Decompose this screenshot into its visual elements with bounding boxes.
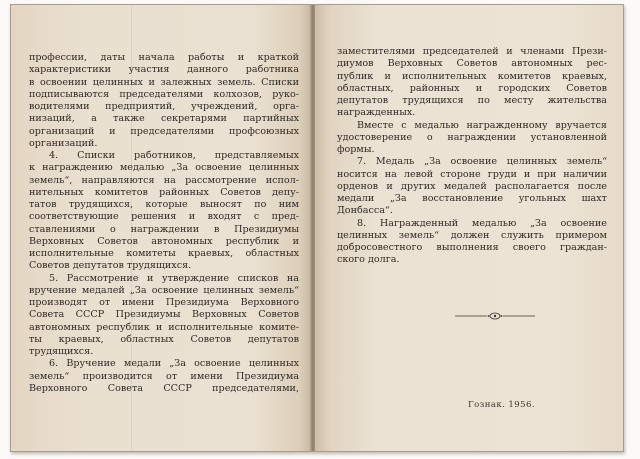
text-line: профессии, даты начала работы и краткой (29, 52, 299, 63)
text-line: ставлениями о награждении в Президиумы (29, 223, 299, 235)
text-line: формы. (337, 144, 375, 155)
text-line: к награждению медалью „За освоение целинных (29, 162, 299, 174)
text-line: заместителями председателей и членами Прези- (337, 46, 607, 57)
paragraph-8-start: 8. Награжденный медалью „За освоение (357, 217, 607, 229)
text-line: Донбасса“. (337, 205, 393, 217)
text-line: диумов Верховных Советов автономных рес- (337, 58, 607, 70)
text-line: удостоверение о награждении установленной (337, 131, 607, 143)
publisher-imprint: Гознак. 1956. (468, 400, 536, 410)
text-line: орденов и других медалей располагается после (337, 180, 607, 192)
text-line: низаций, а также секретарями партийных (29, 113, 299, 125)
text-line: целинных земель“ должен служить примером (337, 229, 607, 241)
text-line: земель“ производится от имени Президиума (29, 370, 299, 382)
text-line: депутатов трудящихся по месту жительства (337, 95, 607, 106)
text-line: производят от имени Президиума Верховного (29, 297, 299, 308)
text-line: Совета СССР Президиумы Верховных Советов (29, 309, 299, 321)
text-line: в освоении целинных и залежных земель. Списки (29, 76, 299, 88)
text-line: награжденных. (337, 107, 416, 119)
paragraph-4-start: 4. Списки работников, представляемых (49, 150, 299, 161)
text-line: исполнительные комитеты краевых, областных (29, 248, 299, 259)
paragraph-6-start: 6. Вручение медали „За освоение целинных (49, 358, 299, 370)
text-line: характеристики участия данного работника (29, 64, 299, 76)
text-line: добросовестного выполнения своего граждан- (337, 242, 607, 253)
left-page (11, 5, 311, 451)
text-line: ского долга. (337, 254, 400, 266)
text-line: Верховных Советов автономных республик и (29, 235, 299, 247)
text-line: Советов депутатов трудящихся. (29, 260, 192, 272)
text-line: носится на левой стороне груди и при наличии (337, 168, 607, 180)
text-line: водителями предприятий, учреждений, орга- (29, 101, 299, 112)
text-line: организаций. (29, 137, 98, 149)
open-booklet (10, 4, 624, 452)
text-line: областных, районных и городских Советов (337, 82, 607, 94)
left-page-text (29, 52, 299, 395)
paragraph-medal-certificate: Вместе с медалью награжденному вручается (357, 119, 607, 131)
ornament-dot (501, 315, 503, 317)
right-page-text (337, 46, 607, 267)
text-line: нительных комитетов районных Советов депу- (29, 186, 299, 198)
paragraph-5-start: 5. Рассмотрение и утверждение списков на (49, 272, 299, 284)
text-line: трудящихся. (29, 346, 94, 357)
text-line: автономных республик и исполнительные комите- (29, 321, 299, 333)
paragraph-7-start: 7. Медаль „За освоение целинных земель“ (357, 156, 607, 168)
text-line: татов трудящихся, которые выносят по ним (29, 199, 299, 210)
text-line: ты краевых, областных Советов депутатов (29, 333, 299, 345)
text-line: Верховного Совета СССР председателями, (29, 382, 299, 394)
text-line: публик и исполнительных комитетов краевых, (337, 70, 607, 82)
ornament-dot (488, 315, 490, 317)
text-line: организаций и председателями профсоюзных (29, 125, 299, 137)
ornament-divider (453, 311, 537, 321)
right-page (315, 5, 623, 451)
text-line: земель“, направляются на рассмотрение испол- (29, 174, 299, 186)
text-line: медали „За восстановление угольных шахт (337, 193, 607, 204)
text-line: подписываются председателями колхозов, руко- (29, 88, 299, 100)
ornament-dot (494, 315, 496, 317)
text-line: соответствующие решения и входят с пред- (29, 211, 299, 223)
text-line: вручение медалей „За освоение целинных земель“ (29, 284, 299, 296)
